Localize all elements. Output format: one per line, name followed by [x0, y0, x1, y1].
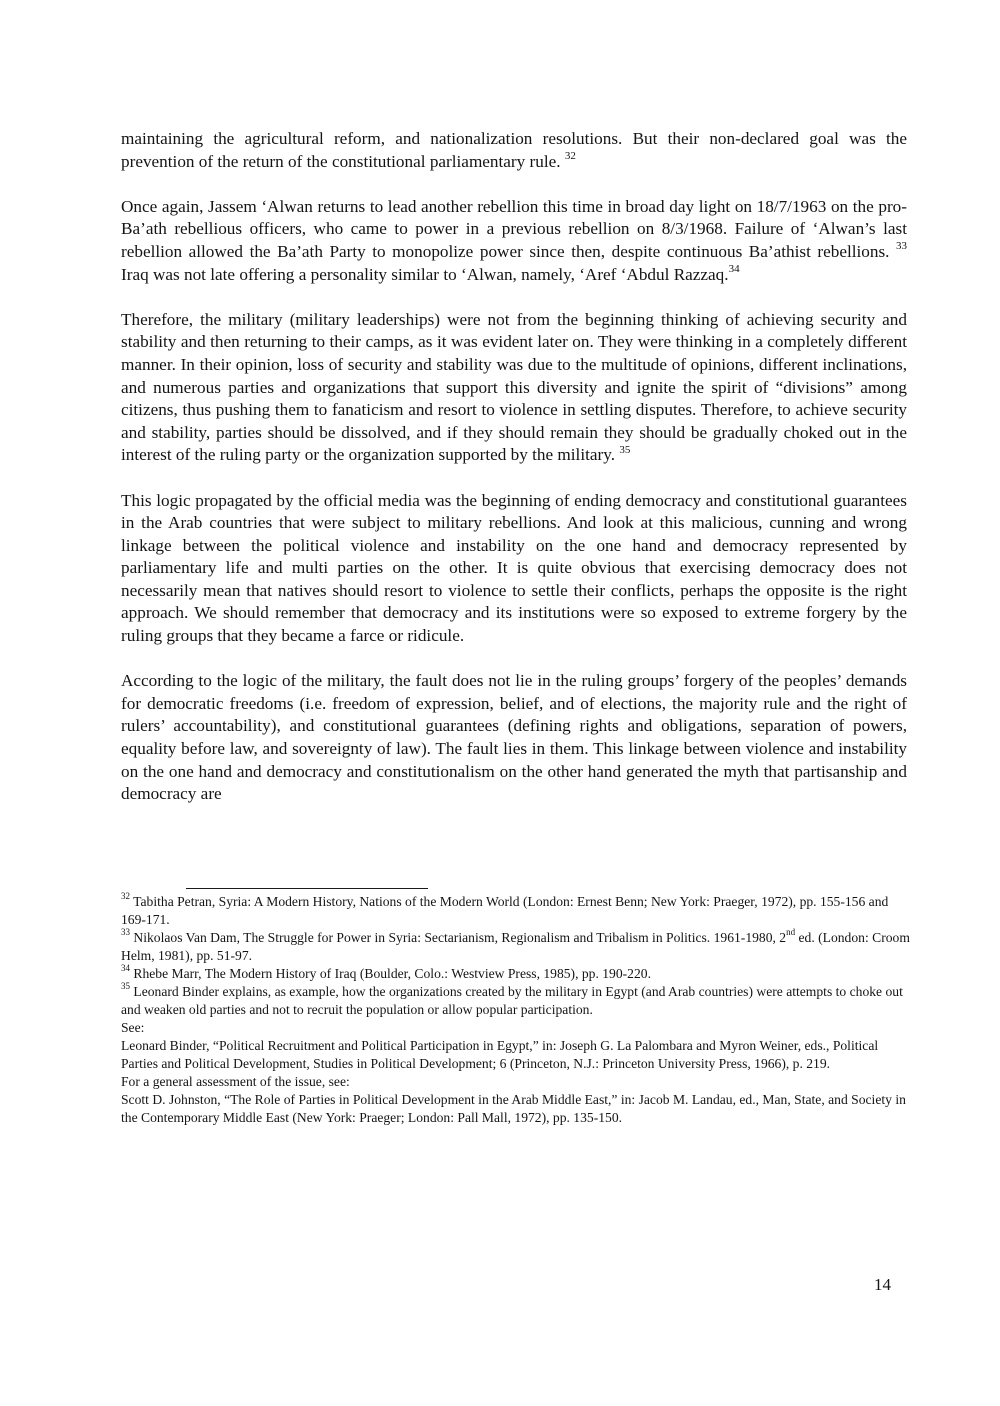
footnote-reference: 32: [121, 891, 130, 902]
footnotes: [121, 893, 911, 1127]
footnote: $^{33}$ Nikolaos Van Dam, The Struggle for Power in Syria: Sectarianism, Regionalism and Tribalism in Politics. 1961-1980, 2nd ed. (London: Croom Helm, 1981), pp. 51-97.: [121, 927, 910, 963]
body-text: [121, 128, 907, 806]
page-number: 14: [874, 1275, 891, 1294]
footnote-reference: 35: [121, 981, 130, 992]
footnote: $^{32}$ Tabitha Petran, Syria: A Modern History, Nations of the Modern World (London: Ernest Benn; New York: Praeger, 1972), pp. 155-156 and 169-171.: [121, 891, 889, 927]
paragraph: This logic propagated by the official media was the beginning of ending democracy and constitutional guarantees in the Arab countries that were subject to military rebellions. And look at this malicious, cunning and wrong linkage between the political violence and instability on the one hand and democracy represented by parliamentary life and multi parties on the other. It is quite obvious that exercising democracy does not necessarily mean that natives should resort to violence to settle their conflicts, perhaps the opposite is the right approach. We should remember that democracy and its institutions were so exposed to extreme forgery by the ruling groups that they became a farce or ridicule.: [121, 490, 907, 646]
footnote: Scott D. Johnston, “The Role of Parties in Political Development in the Arab Middle East,” in: Jacob M. Landau, ed., Man, State, and Society in the Contemporary Middle East (New York: Praeger; London: Pall Mall, 1972), pp. 135-150.: [121, 1092, 906, 1125]
footnote: See:: [121, 1020, 145, 1035]
footnote-reference: 33: [896, 240, 907, 253]
footnote-reference: 34: [121, 963, 130, 974]
paragraph: According to the logic of the military, the fault does not lie in the ruling groups’ forgery of the peoples’ demands for democratic freedoms (i.e. freedom of expression, belief, and of elections, the majority rule and the right of rulers’ accountability), and constitutional guarantees (defining rights and obligations, separation of powers, equality before law, and sovereignty of law). The fault lies in them. This linkage between violence and instability on the one hand and democracy and constitutionalism on the other hand generated the myth that partisanship and democracy are: [121, 671, 907, 804]
footnote: $^{35}$ Leonard Binder explains, as example, how the organizations created by the military in Egypt (and Arab countries) were attempts to choke out and weaken old parties and not to recruit the population or allow popular participation.: [121, 981, 903, 1017]
paragraph: maintaining the agricultural reform, and nationalization resolutions. But their non-declared goal was the prevention of the return of the constitutional parliamentary rule. $^{32}$: [121, 129, 907, 171]
footnote-reference: 32: [564, 149, 576, 162]
footnote: Leonard Binder, “Political Recruitment and Political Participation in Egypt,” in: Joseph G. La Palombara and Myron Weiner, eds., Political Parties and Political Development, Studies in Political Development; 6 (Princeton, N.J.: Princeton University Press, 1966), p. 219.: [121, 1038, 879, 1071]
footnote: For a general assessment of the issue, see:: [121, 1074, 350, 1089]
footnote-reference: 35: [619, 443, 631, 456]
footnote: $^{34}$ Rhebe Marr, The Modern History of Iraq (Boulder, Colo.: Westview Press, 1985), pp. 190-220.: [121, 963, 651, 981]
paragraph: Therefore, the military (military leaderships) were not from the beginning thinking of achieving security and stability and then returning to their camps, as it was evident later on. They were thinking in a completely different manner. In their opinion, loss of security and stability was due to the multitude of opinions, different inclinations, and numerous parties and organizations that support this diversity and ignite the spirit of “divisions” among citizens, thus pushing them to fanaticism and resort to violence in settling disputes. Therefore, to achieve security and stability, parties should be dissolved, and if they should remain they should be gradually choked out in the interest of the ruling party or the organization supported by the military. $^{35}$: [121, 309, 907, 465]
footnote-reference: nd: [786, 927, 796, 938]
footnote-reference: 33: [121, 927, 130, 938]
footnote-reference: 34: [728, 262, 740, 275]
footnote-separator: [186, 888, 428, 889]
paragraph: Once again, Jassem ‘Alwan returns to lead another rebellion this time in broad day light on 18/7/1963 on the pro-Ba’ath rebellious officers, who came to power in a previous rebellion on 8/3/1968. Failure of ‘Alwan’s last rebellion allowed the Ba’ath Party to monopolize power since then, despite continuous Ba’athist rebellions. $^{33}$ Iraq was not late offering a personality similar to ‘Alwan, namely, ‘Aref ‘Abdul Razzaq.$^{34}$: [121, 196, 907, 284]
